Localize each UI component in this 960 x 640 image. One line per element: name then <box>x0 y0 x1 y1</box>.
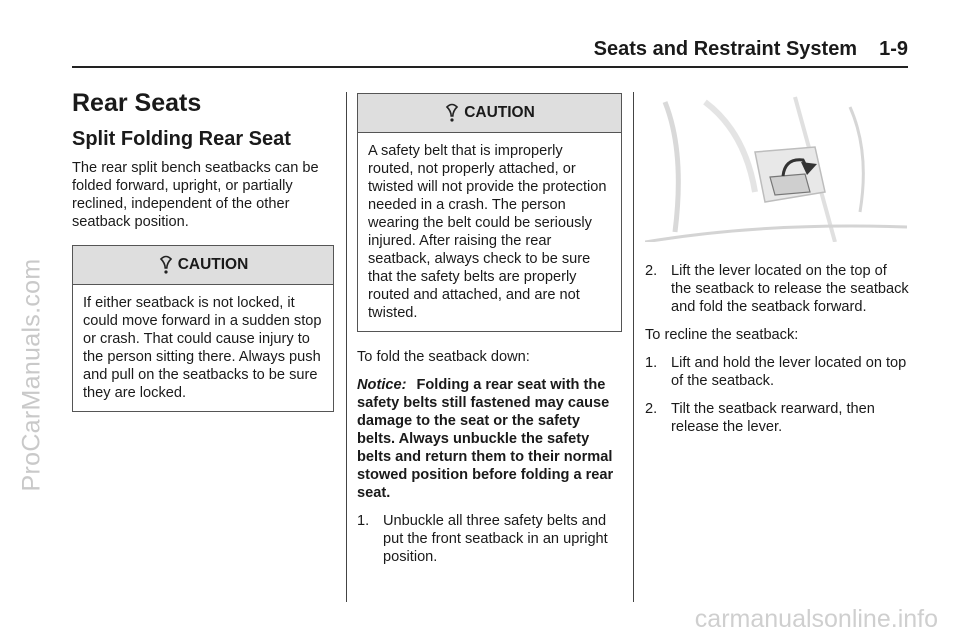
list-item <box>645 262 910 316</box>
fold-intro: To fold the seatback down: <box>357 349 530 365</box>
fold-steps-list <box>357 512 622 566</box>
list-item <box>357 512 622 566</box>
column-divider-2 <box>633 92 634 602</box>
section-subtitle: Split Folding Rear Seat <box>72 128 291 150</box>
step-text: Lift and hold the lever located on top of the seatback. <box>671 355 907 389</box>
section-title: Seats and Restraint System <box>593 38 858 60</box>
page-number: 1-9 <box>879 38 908 60</box>
fold-steps-continued <box>645 262 910 316</box>
caution-box-1 <box>72 245 334 412</box>
caution-header <box>358 94 621 133</box>
caution-text: A safety belt that is improperly routed, not properly attached, or twisted will not provide the protection needed in a crash. The person wearing the belt could be seriously injured. After raising the rear seatback, always check to be sure that the safety belts are properly routed and attached, and are not twisted. <box>368 143 607 321</box>
page-header <box>72 38 908 68</box>
recline-steps-list <box>645 354 910 436</box>
notice-label: Notice: <box>357 377 407 393</box>
caution-text: If either seatback is not locked, it could move forward in a sudden stop or crash. That could cause injury to the person sitting there. Always push and pull on the seatbacks to be sure they are locked. <box>83 295 322 401</box>
step-text: Unbuckle all three safety belts and put the front seatback in an upright position. <box>383 513 608 565</box>
step-number: 1. <box>357 513 370 529</box>
step-number: 1. <box>645 355 658 371</box>
step-number: 2. <box>645 401 658 417</box>
list-item <box>645 354 910 390</box>
column-2 <box>357 93 622 576</box>
column-3 <box>645 82 910 446</box>
caution-icon <box>444 103 460 123</box>
caution-icon <box>158 255 174 275</box>
caution-label: CAUTION <box>464 104 535 121</box>
list-item <box>645 400 910 436</box>
column-1 <box>72 82 334 424</box>
side-watermark-text: ProCarManuals.com <box>17 258 46 492</box>
column-divider-1 <box>346 92 347 602</box>
step-text: Lift the lever located on the top of the seatback to release the seatback and fold the seatback forward. <box>671 263 909 315</box>
page-title: Rear Seats <box>72 89 202 117</box>
notice-paragraph <box>357 376 622 502</box>
bottom-watermark: carmanualsonline.info <box>694 605 938 633</box>
step-number: 2. <box>645 263 658 279</box>
notice-text: Folding a rear seat with the safety belts still fastened may cause damage to the seat or the safety belts. Always unbuckle the safety belts and return them to their normal stowed position before folding a rear seat. <box>357 377 614 501</box>
recline-intro: To recline the seatback: <box>645 327 799 343</box>
caution-header <box>73 246 333 285</box>
intro-paragraph: The rear split bench seatbacks can be folded forward, upright, or partially reclined, independent of the other seatback position. <box>72 160 319 230</box>
caution-label: CAUTION <box>177 256 249 273</box>
step-text: Tilt the seatback rearward, then release the lever. <box>671 401 875 435</box>
seat-lever-illustration <box>645 92 907 242</box>
caution-box-2 <box>357 93 622 332</box>
side-watermark <box>12 0 52 640</box>
